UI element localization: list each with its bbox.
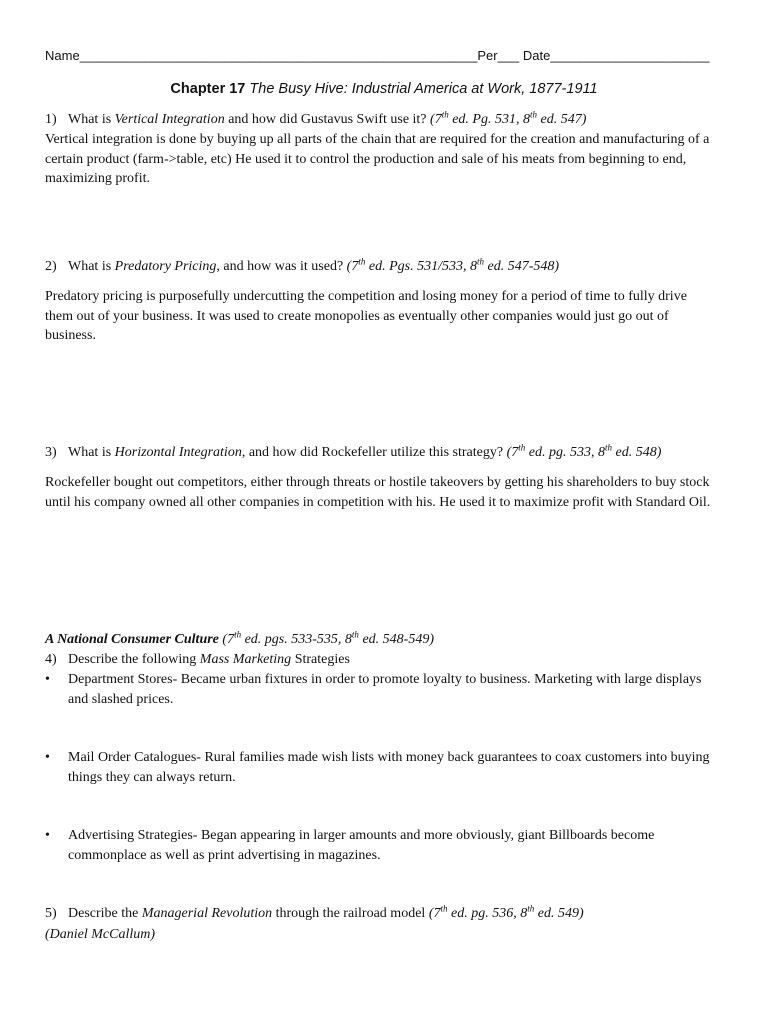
page-reference: (7th ed. pg. 536, 8th ed. 549) (428, 903, 584, 921)
date-label: Date (522, 48, 551, 63)
per-label: Per (477, 48, 498, 63)
bullet-text: Mail Order Catalogues- Rural families made wish lists with money back guarantees to coax customers into buying things they can always return. (68, 750, 710, 785)
question-text: through the railroad model (272, 906, 429, 921)
question-term: Horizontal Integration (114, 445, 242, 460)
answer-2: Predatory pricing is purposefully undercutting the competition and losing money for a period of time to fully drive them out of your business. It was used to create monopolies as eventually other companies would just go out of business. (45, 289, 687, 343)
question-text: and how did Gustavus Swift use it? (224, 112, 431, 127)
question-term: Vertical Integration (114, 112, 225, 127)
question-term: Mass Marketing (199, 652, 292, 667)
list-item (45, 826, 717, 865)
question-number: 1) (45, 112, 57, 127)
bullet-text: Department Stores- Became urban fixtures in order to promote loyalty to business. Marketing with large displays and slashed prices. (68, 672, 702, 707)
question-5-note (45, 925, 725, 945)
question-1 (45, 110, 725, 130)
chapter-subtitle: The Busy Hive: Industrial America at Work, 1877-1911 (249, 81, 598, 97)
per-field[interactable]: ___ (497, 48, 520, 63)
page-reference: (7th ed. Pgs. 531/533, 8th ed. 547-548) (346, 256, 560, 274)
date-field[interactable]: ______________________ (550, 48, 710, 63)
question-5 (45, 904, 725, 924)
question-3 (45, 443, 725, 463)
question-term: Predatory Pricing (114, 259, 217, 274)
section-heading (45, 630, 725, 650)
question-4 (45, 650, 725, 670)
question-text: Strategies (291, 652, 350, 667)
page-reference: (7th ed. Pg. 531, 8th ed. 547) (430, 109, 587, 127)
list-item (45, 748, 717, 787)
question-text: What is (68, 259, 115, 274)
bullet-icon: • (45, 828, 50, 843)
chapter-number: Chapter 17 (170, 81, 246, 97)
question-2 (45, 257, 725, 277)
section-title: A National Consumer Culture (45, 632, 219, 647)
question-number: 4) (45, 652, 57, 667)
student-info-header (45, 47, 725, 65)
question-number: 3) (45, 445, 57, 460)
note-text: (Daniel McCallum) (45, 927, 156, 942)
page-title (0, 79, 768, 99)
question-text: What is (68, 445, 115, 460)
bullet-icon: • (45, 672, 50, 687)
page-reference: (7th ed. pg. 533, 8th ed. 548) (506, 442, 662, 460)
bullet-text: Advertising Strategies- Began appearing in larger amounts and more obviously, giant Billboards become commonplace as well as print advertising in magazines. (68, 828, 655, 863)
question-text: , and how did Rockefeller utilize this strategy? (241, 445, 507, 460)
question-term: Managerial Revolution (141, 906, 273, 921)
question-number: 2) (45, 259, 57, 274)
answer-1: Vertical integration is done by buying up all parts of the chain that are required for the creation and manufacturing of a certain product (farm->table, etc) He used it to control the production and sale of his meats from beginning to end, maximizing profit. (45, 132, 710, 186)
question-text: Describe the following (68, 652, 200, 667)
name-label: Name (45, 48, 80, 63)
question-number: 5) (45, 906, 57, 921)
name-field[interactable]: _______________________________________________________ (79, 48, 478, 63)
list-item (45, 670, 717, 709)
answer-3: Rockefeller bought out competitors, either through threats or hostile takeovers by getting his shareholders to buy stock until his company owned all other companies in competition with his. He used it to maximize profit with Standard Oil. (45, 475, 711, 510)
question-text: Describe the (68, 906, 142, 921)
page-reference: (7th ed. pgs. 533-535, 8th ed. 548-549) (218, 629, 434, 647)
question-text: , and how was it used? (216, 259, 347, 274)
question-text: What is (68, 112, 115, 127)
bullet-icon: • (45, 750, 50, 765)
